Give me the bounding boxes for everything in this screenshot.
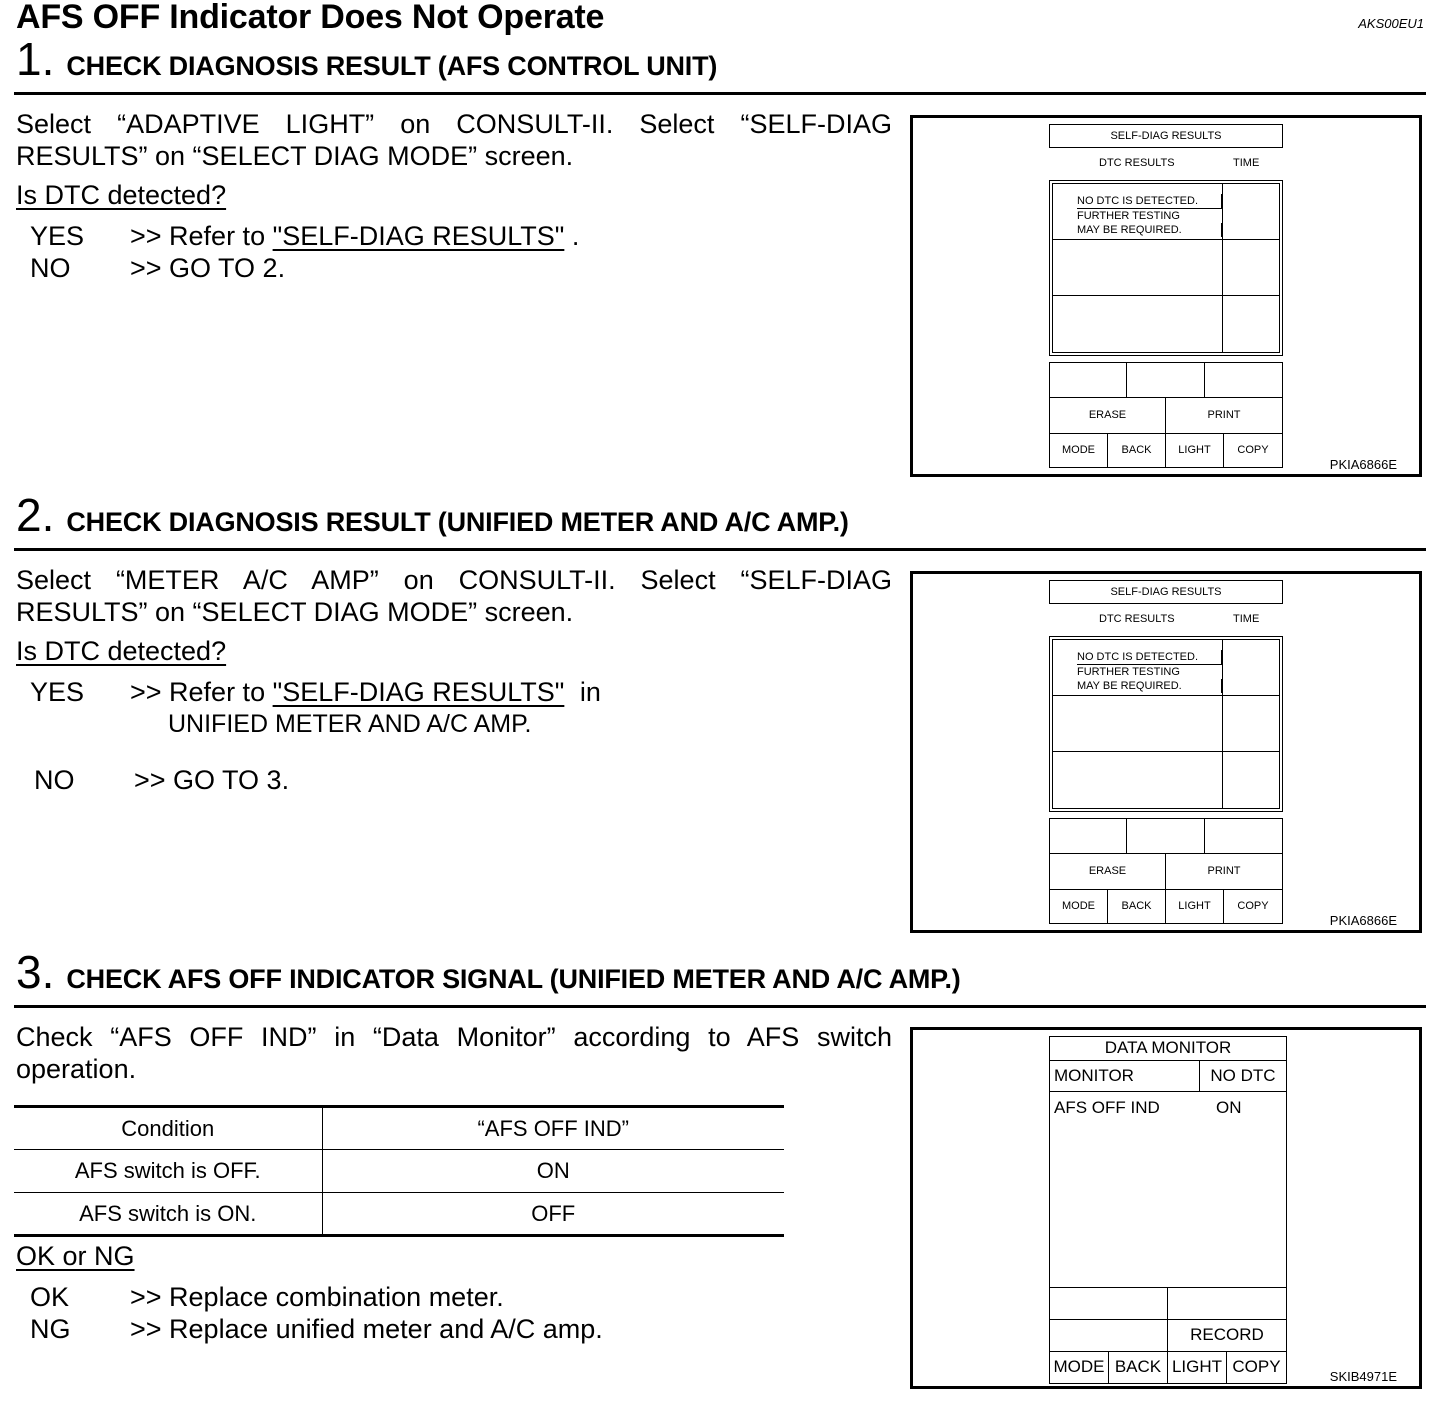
step-1-heading <box>16 33 718 85</box>
result-cell <box>1223 296 1279 352</box>
blank-button-row <box>1049 1288 1287 1320</box>
result-cell <box>1053 240 1223 296</box>
step-3-instruction: Check “AFS OFF IND” in “Data Monitor” according to AFS switch operation. <box>16 1022 892 1084</box>
col-dtc-results: DTC RESULTS <box>1099 157 1175 169</box>
monitor-body <box>1049 1092 1287 1288</box>
copy-button[interactable]: COPY <box>1237 900 1269 912</box>
step-1-no <box>30 252 285 284</box>
step-title: CHECK AFS OFF INDICATOR SIGNAL (UNIFIED METER AND A/C AMP.) <box>66 964 961 994</box>
step-2-figure <box>910 571 1422 933</box>
result-cell <box>1223 184 1279 240</box>
col-time: TIME <box>1233 157 1260 169</box>
ng-text: >> Replace unified meter and A/C amp. <box>130 1314 603 1344</box>
print-button[interactable]: PRINT <box>1207 409 1241 421</box>
no-text: >> GO TO 3. <box>134 765 290 795</box>
blank-button-row <box>1049 362 1283 398</box>
condition-table <box>14 1105 784 1237</box>
copy-button[interactable]: COPY <box>1237 444 1269 456</box>
consult-screen <box>1049 124 1283 468</box>
back-button[interactable]: BACK <box>1108 434 1166 467</box>
ng-label: NG <box>30 1314 71 1344</box>
erase-button[interactable]: ERASE <box>1050 398 1166 433</box>
result-cell <box>1223 696 1279 752</box>
nav-row <box>1049 434 1283 468</box>
screen-columns <box>1049 604 1283 636</box>
msg-line: MAY BE REQUIRED. <box>1077 679 1222 693</box>
divider <box>14 92 1426 95</box>
figure-code: PKIA6866E <box>1329 913 1397 928</box>
back-button[interactable]: BACK <box>1109 1352 1168 1383</box>
table-header: Condition <box>14 1107 322 1150</box>
yes-suffix: . <box>571 221 580 251</box>
yes-prefix: >> Refer to <box>130 221 266 251</box>
yes-prefix: >> Refer to <box>130 677 266 707</box>
step-3-ng <box>30 1313 603 1345</box>
table-cell: AFS switch is OFF. <box>14 1150 322 1193</box>
figure-code: PKIA6866E <box>1329 457 1397 472</box>
result-cell <box>1053 296 1223 352</box>
step-title: CHECK DIAGNOSIS RESULT (AFS CONTROL UNIT) <box>66 51 718 81</box>
no-text: >> GO TO 2. <box>130 253 286 283</box>
result-cell <box>1053 696 1223 752</box>
blank-button-row <box>1049 818 1283 854</box>
msg-line: NO DTC IS DETECTED. <box>1077 650 1222 665</box>
print-button[interactable]: PRINT <box>1207 865 1241 877</box>
copy-button[interactable]: COPY <box>1232 1357 1281 1376</box>
step-2-instruction: Select “METER A/C AMP” on CONSULT-II. Select “SELF-DIAG RESULTS” on “SELECT DIAG MODE” screen. <box>16 565 892 627</box>
no-dtc-message <box>1053 640 1223 696</box>
step-3-heading <box>16 946 961 998</box>
no-label: NO <box>30 253 71 283</box>
monitor-value: ON <box>1216 1098 1242 1117</box>
result-cell <box>1223 752 1279 808</box>
action-row <box>1049 854 1283 890</box>
screen-header: SELF-DIAG RESULTS <box>1049 124 1283 148</box>
table-cell: OFF <box>322 1193 784 1236</box>
msg-line: NO DTC IS DETECTED. <box>1077 194 1222 209</box>
step-1-yes <box>30 220 579 252</box>
col-dtc-results: DTC RESULTS <box>1099 613 1175 625</box>
msg-line: FURTHER TESTING <box>1077 210 1180 222</box>
monitor-item: AFS OFF IND <box>1054 1098 1160 1117</box>
step-2-heading <box>16 489 849 541</box>
light-button[interactable]: LIGHT <box>1166 890 1224 923</box>
divider <box>14 1005 1426 1008</box>
page-title: AFS OFF Indicator Does Not Operate <box>16 0 605 36</box>
light-button[interactable]: LIGHT <box>1166 434 1224 467</box>
step-2-yes-line2: UNIFIED METER AND A/C AMP. <box>168 710 532 738</box>
back-button[interactable]: BACK <box>1108 890 1166 923</box>
step-number: 2. <box>16 489 55 541</box>
no-label: NO <box>34 765 75 795</box>
self-diag-results-link[interactable]: "SELF-DIAG RESULTS" <box>272 677 565 707</box>
nav-row <box>1049 890 1283 924</box>
screen-header: DATA MONITOR <box>1049 1036 1287 1060</box>
step-number: 1. <box>16 33 55 85</box>
self-diag-results-link[interactable]: "SELF-DIAG RESULTS" <box>272 221 565 251</box>
msg-line: MAY BE REQUIRED. <box>1077 223 1222 237</box>
yes-suffix: in <box>579 677 601 707</box>
nav-row <box>1049 1352 1287 1384</box>
step-2-question: Is DTC detected? <box>16 636 227 666</box>
ok-label: OK <box>30 1282 70 1312</box>
table-cell: AFS switch is ON. <box>14 1193 322 1236</box>
step-1-question: Is DTC detected? <box>16 180 227 210</box>
ok-text: >> Replace combination meter. <box>130 1282 504 1312</box>
results-area <box>1049 636 1283 812</box>
consult-screen <box>1049 580 1283 924</box>
mode-button[interactable]: MODE <box>1050 1352 1109 1383</box>
yes-label: YES <box>30 677 85 707</box>
table-header: “AFS OFF IND” <box>322 1107 784 1150</box>
step-title: CHECK DIAGNOSIS RESULT (UNIFIED METER AND A/C AMP.) <box>66 507 849 537</box>
step-2-no <box>34 764 289 796</box>
record-button[interactable]: RECORD <box>1190 1325 1264 1344</box>
mode-button[interactable]: MODE <box>1050 434 1108 467</box>
step-1-figure <box>910 115 1422 477</box>
data-monitor-screen <box>1049 1036 1287 1384</box>
yes-label: YES <box>30 221 85 251</box>
light-button[interactable]: LIGHT <box>1168 1352 1227 1383</box>
step-number: 3. <box>16 946 55 998</box>
msg-line: FURTHER TESTING <box>1077 666 1180 678</box>
record-row <box>1049 1320 1287 1352</box>
table-cell: ON <box>322 1150 784 1193</box>
monitor-label: MONITOR <box>1050 1061 1200 1091</box>
step-3-figure <box>910 1027 1422 1389</box>
step-3-ok <box>30 1281 504 1313</box>
screen-columns <box>1049 148 1283 180</box>
mode-button[interactable]: MODE <box>1050 890 1108 923</box>
result-cell <box>1053 752 1223 808</box>
no-dtc-message <box>1053 184 1223 240</box>
page-code: AKS00EU1 <box>1358 16 1424 31</box>
col-time: TIME <box>1233 613 1260 625</box>
screen-header: SELF-DIAG RESULTS <box>1049 580 1283 604</box>
figure-code: SKIB4971E <box>1329 1369 1397 1384</box>
step-1-instruction: Select “ADAPTIVE LIGHT” on CONSULT-II. Select “SELF-DIAG RESULTS” on “SELECT DIAG MODE” screen. <box>16 109 892 171</box>
result-cell <box>1223 640 1279 696</box>
step-2-yes <box>30 676 601 708</box>
erase-button[interactable]: ERASE <box>1050 854 1166 889</box>
step-3-question: OK or NG <box>16 1241 135 1271</box>
action-row <box>1049 398 1283 434</box>
status-label: NO DTC <box>1210 1066 1276 1085</box>
table-row <box>14 1150 784 1193</box>
table-header-row <box>14 1107 784 1150</box>
results-area <box>1049 180 1283 356</box>
table-row <box>14 1193 784 1236</box>
divider <box>14 548 1426 551</box>
result-cell <box>1223 240 1279 296</box>
monitor-row <box>1049 1060 1287 1092</box>
